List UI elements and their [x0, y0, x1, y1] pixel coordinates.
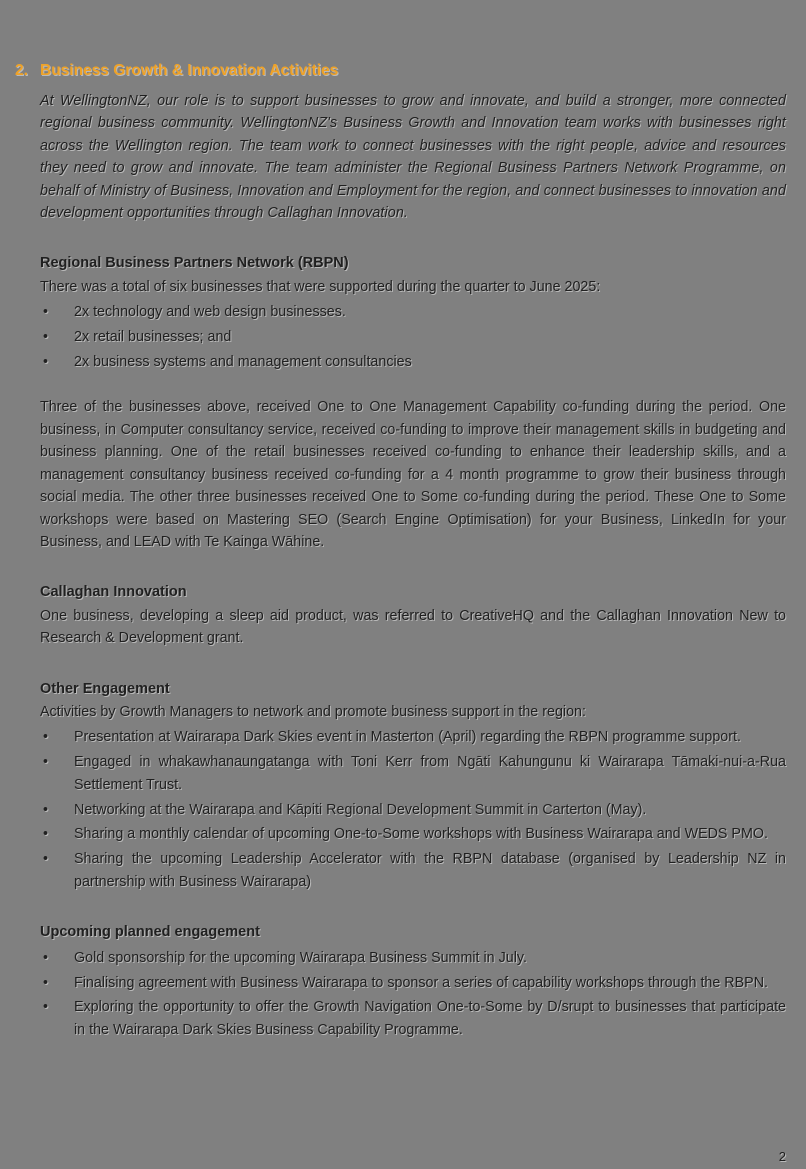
bullet-item: • Presentation at Wairarapa Dark Skies event in Masterton (April) regarding the RBPN programme support. [40, 726, 786, 748]
section-upcoming-engagement [40, 921, 786, 1041]
bullet-item: • 2x retail businesses; and [40, 326, 786, 348]
section-heading [15, 60, 786, 82]
bullet-item: • Sharing the upcoming Leadership Accelerator with the RBPN database (organised by Leadership NZ in partnership with Business Wairarapa) [40, 848, 786, 893]
callaghan-paragraph: One business, developing a sleep aid product, was referred to CreativeHQ and the Callaghan Innovation New to Research & Development grant. [40, 607, 786, 647]
rbpn-lead-text: There was a total of six businesses that were supported during the quarter to June 2025: [40, 278, 601, 295]
bullet-item: • Networking at the Wairarapa and Kāpiti Regional Development Summit in Carterton (May). [40, 799, 786, 821]
section-other-engagement [40, 678, 786, 894]
section-heading-number: 2. [15, 62, 28, 79]
section-heading-title: Business Growth & Innovation Activities [40, 62, 339, 79]
other-engagement-bullet-list [40, 726, 786, 893]
section-callaghan [40, 581, 786, 649]
bullet-item: • 2x technology and web design businesses. [40, 301, 786, 323]
rbpn-paragraph: Three of the businesses above, received One to One Management Capability co-funding during the period. One business, in Computer consultancy service, received co-funding to improve their management skills in budgeting and business planning. One of the retail businesses received co-funding to enhance their leadership skills, and a management consultancy business received co-funding for a 4 month programme to grow their business through social media. The other three businesses received One to Some co-funding during the period. These One to Some workshops were based on Mastering SEO (Search Engine Optimisation) for your Business, LinkedIn for your Business, and LEAD with Te Kainga Wāhine. [40, 399, 786, 550]
bullet-item: • Exploring the opportunity to offer the Growth Navigation One-to-Some by D/srupt to businesses that participate in the Wairarapa Dark Skies Business Capability Programme. [40, 996, 786, 1041]
callaghan-heading: Callaghan Innovation [40, 584, 187, 601]
bullet-item: • Gold sponsorship for the upcoming Wairarapa Business Summit in July. [40, 947, 786, 969]
other-engagement-heading: Other Engagement [40, 680, 170, 697]
rbpn-heading: Regional Business Partners Network (RBPN) [40, 255, 349, 272]
bullet-item: • Engaged in whakawhanaungatanga with Toni Kerr from Ngāti Kahungunu ki Wairarapa Tāmaki-nui-a-Rua Settlement Trust. [40, 751, 786, 796]
page-number: 2 [778, 1149, 786, 1164]
intro-paragraph: At WellingtonNZ, our role is to support businesses to grow and innovate, and build a stronger, more connected regional business community. WellingtonNZ's Business Growth and Innovation team works with businesses right across the Wellington region. The team work to connect businesses with the right people, advice and resources they need to grow and innovate. The team administer the Regional Business Partners Network Programme, on behalf of Ministry of Business, Innovation and Employment for the region, and connect businesses to innovation and development opportunities through Callaghan Innovation. [40, 93, 786, 222]
section-rbpn [40, 252, 786, 553]
other-engagement-lead-text: Activities by Growth Managers to network and promote business support in the region: [40, 703, 586, 720]
bullet-item: • Sharing a monthly calendar of upcoming One-to-Some workshops with Business Wairarapa and WEDS PMO. [40, 823, 786, 845]
upcoming-engagement-bullet-list [40, 947, 786, 1042]
upcoming-engagement-heading: Upcoming planned engagement [40, 924, 260, 941]
bullet-item: • 2x business systems and management consultancies [40, 351, 786, 373]
bullet-item: • Finalising agreement with Business Wairarapa to sponsor a series of capability workshops through the RBPN. [40, 972, 786, 994]
rbpn-bullet-list [40, 301, 786, 373]
